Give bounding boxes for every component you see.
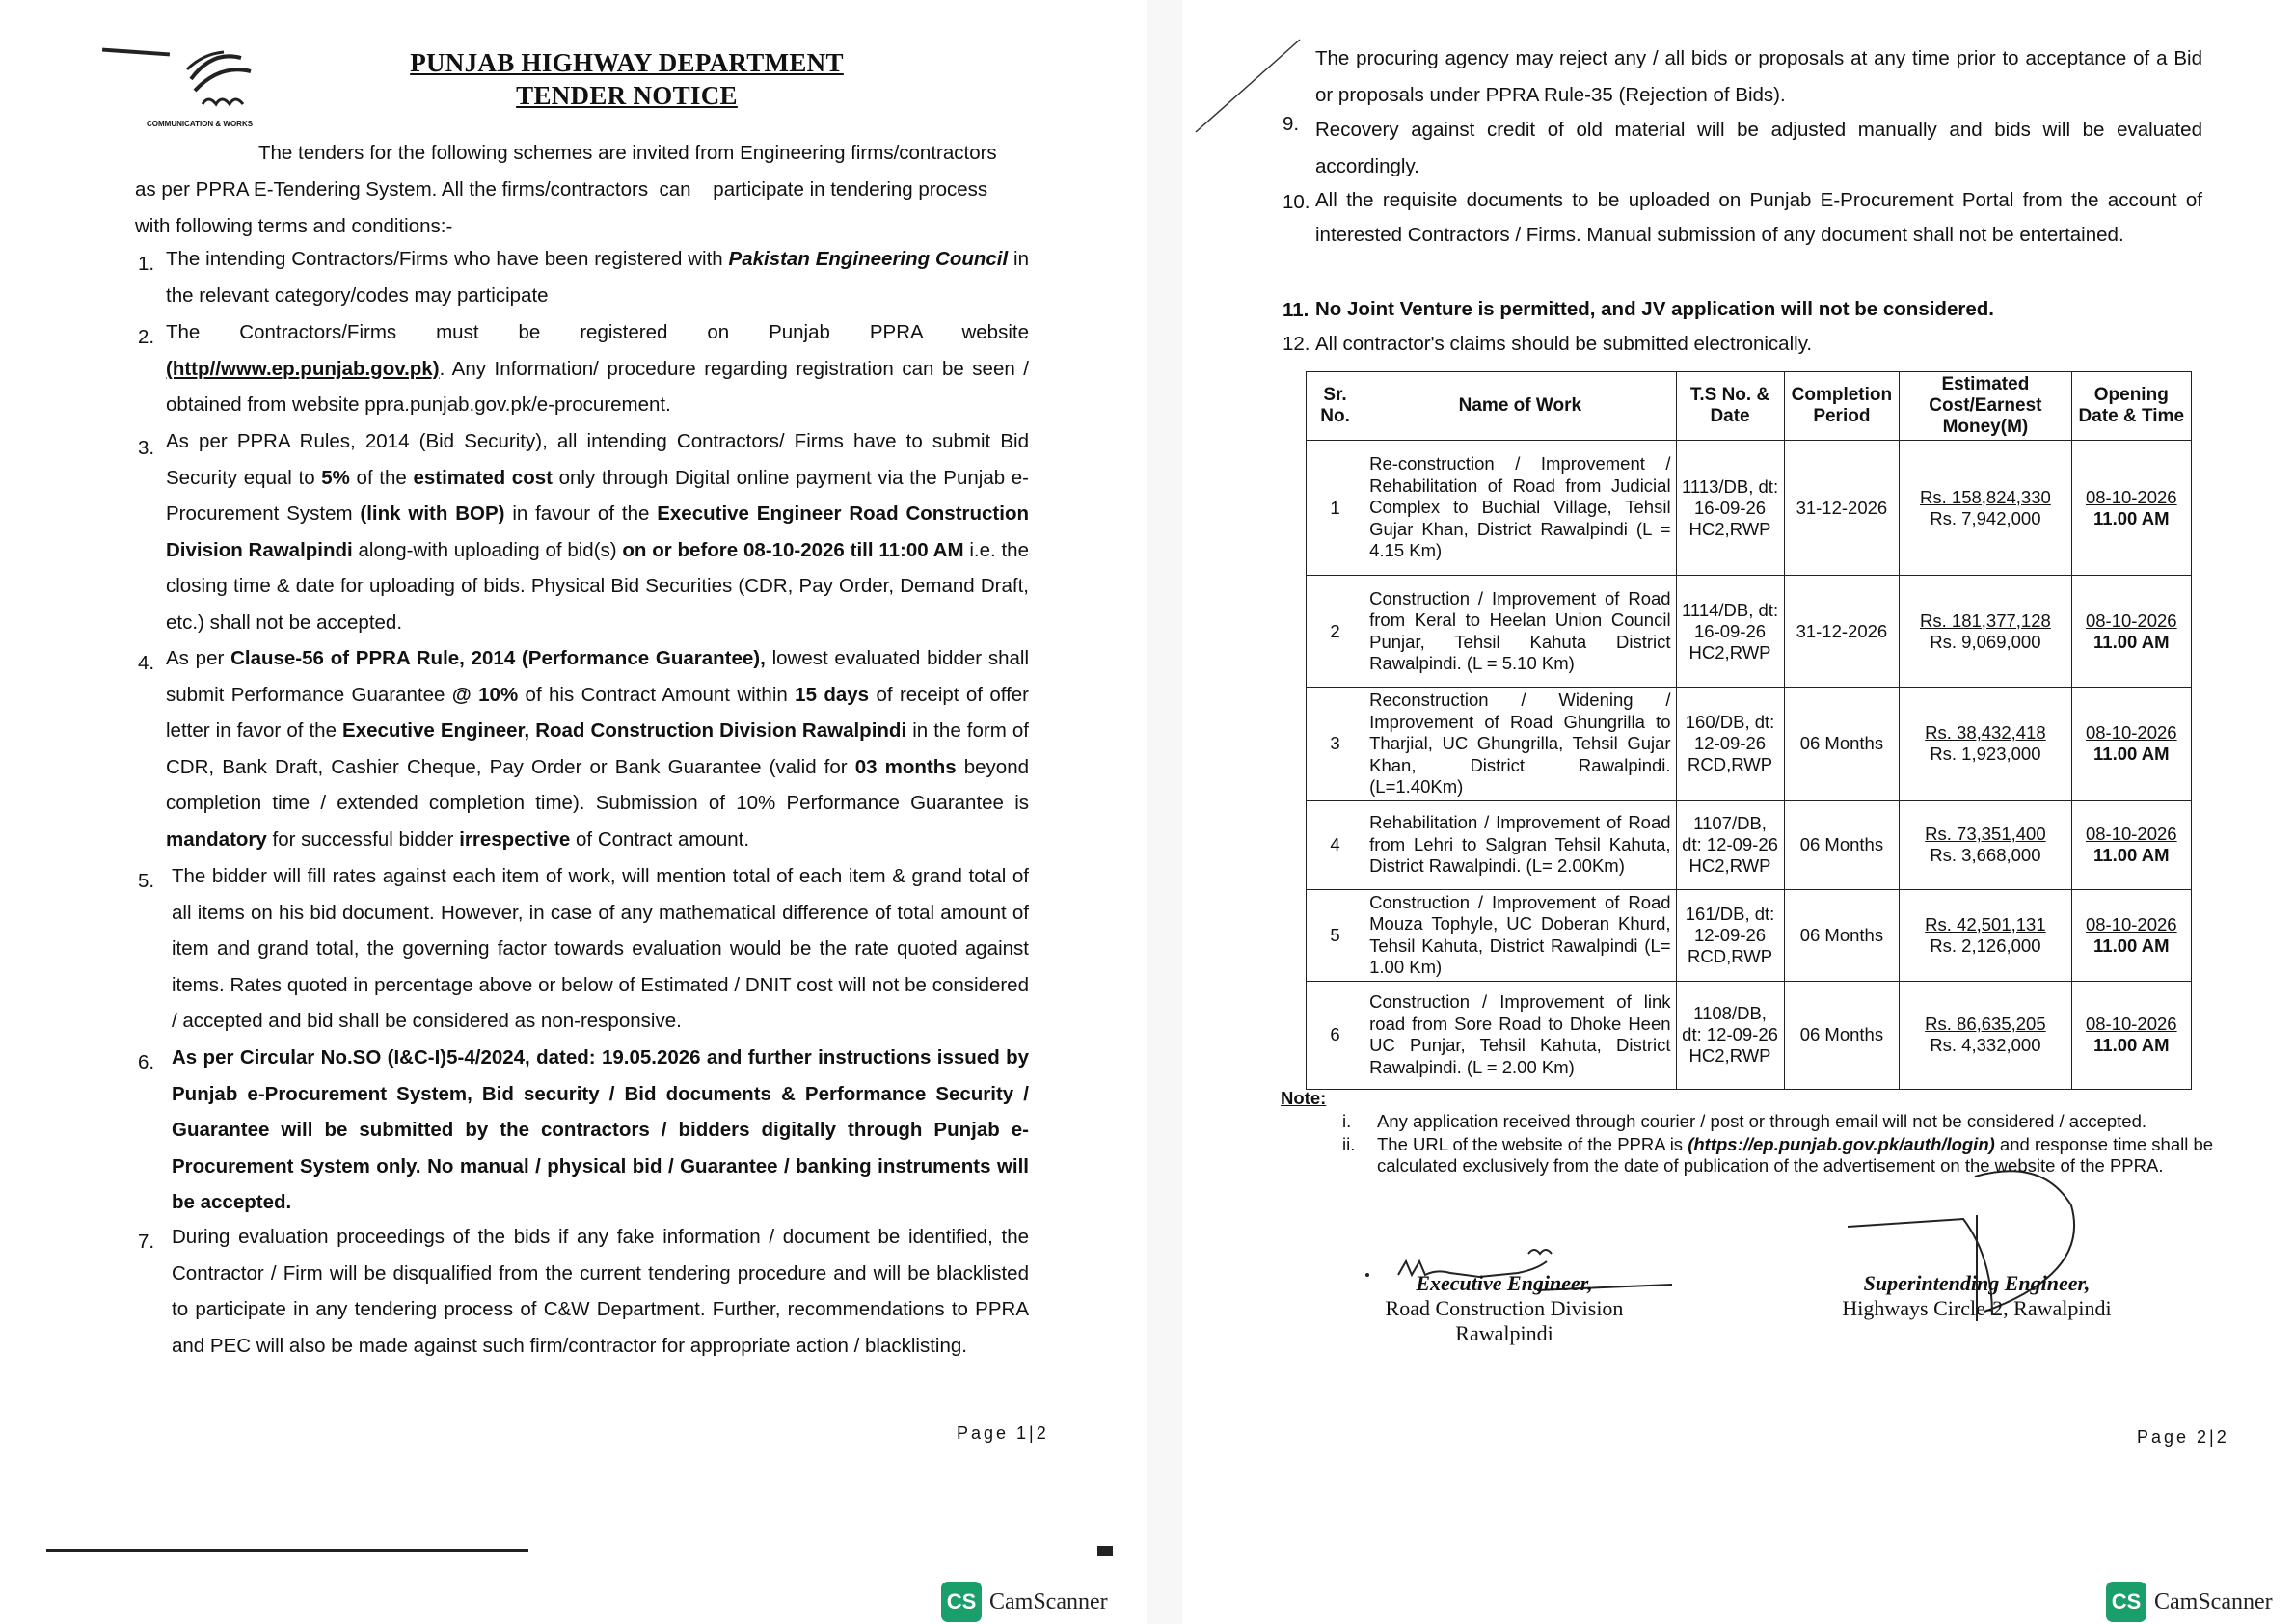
- cell-opening: [2071, 800, 2191, 889]
- estimated-cost: Rs. 181,377,128: [1920, 609, 2051, 631]
- signatory-right-line1: Highways Circle-2, Rawalpindi: [1842, 1296, 2112, 1320]
- cell-cost: [1900, 576, 2071, 688]
- scan-edge-line: [46, 1549, 528, 1552]
- cell-opening: [2071, 576, 2191, 688]
- note-label: Note:: [1281, 1088, 1327, 1108]
- opening-time: 11.00 AM: [2093, 1035, 2170, 1055]
- header-work: Name of Work: [1364, 372, 1676, 441]
- opening-date: 08-10-2026: [2085, 824, 2177, 844]
- term-item-11: No Joint Venture is permitted, and JV application will not be considered.: [1315, 298, 1994, 320]
- item-number: 4.: [138, 652, 155, 674]
- table-row: [1307, 981, 2192, 1089]
- item-number: 2.: [138, 326, 155, 348]
- term-item-6: As per Circular No.SO (I&C-I)5-4/2024, dated: 19.05.2026 and further instructions issued by Punjab e-Procurement System, Bid security / Bid documents & Performance Security / Guarantee will be submitted by the contractors / bidders digitally through Punjab e-Procurement System only. No manual / physical bid / Guarantee / banking instruments will be accepted.: [172, 1046, 1029, 1213]
- cw-logo: [145, 41, 280, 137]
- cell-sr: 4: [1307, 800, 1364, 889]
- cell-ts: 1108/DB, dt: 12-09-26 HC2,RWP: [1676, 981, 1784, 1089]
- item-number: 7.: [138, 1231, 155, 1253]
- cell-opening: [2071, 688, 2191, 801]
- item-number: 10.: [1282, 191, 1310, 213]
- note-item-1: Any application received through courier / post or through email will not be considered / accepted.: [1377, 1111, 2147, 1131]
- earnest-money: Rs. 1,923,000: [1930, 744, 2041, 765]
- cell-period: 31-12-2026: [1784, 441, 1900, 576]
- note-number: i.: [1342, 1111, 1352, 1131]
- cell-ts: 1114/DB, dt: 16-09-26 HC2,RWP: [1676, 576, 1784, 688]
- earnest-money: Rs. 7,942,000: [1930, 507, 2041, 528]
- opening-date: 08-10-2026: [2085, 609, 2177, 631]
- signatory-left-title: Executive Engineer,: [1416, 1271, 1593, 1295]
- cell-work: Re-construction / Improvement / Rehabilitation of Road from Judicial Complex to Buchial Village, Tehsil Gujar Khan, District Rawalpindi (L = 4.15 Km): [1364, 441, 1676, 576]
- term-item-5: The bidder will fill rates against each item of work, will mention total of each item & grand total of all items on his bid document. However, in case of any mathematical difference of total amount of item and grand total, the governing factor towards evaluation would be the rate quoted against items. Rates quoted in percentage above or below of Estimated / DNIT cost will not be considered / accepted and bid shall be considered as non-responsive.: [172, 865, 1029, 1032]
- header-sr: Sr. No.: [1307, 372, 1364, 441]
- header-ts: T.S No. & Date: [1676, 372, 1784, 441]
- opening-time: 11.00 AM: [2093, 631, 2170, 652]
- estimated-cost: Rs. 158,824,330: [1920, 486, 2051, 507]
- cell-work: Rehabilitation / Improvement of Road from Lehri to Salgran Tehsil Kahuta, District Rawalpindi. (L= 2.00Km): [1364, 800, 1676, 889]
- camscanner-icon: CS: [2106, 1582, 2146, 1622]
- opening-time: 11.00 AM: [2093, 845, 2170, 865]
- estimated-cost: Rs. 86,635,205: [1925, 1014, 2046, 1034]
- term-item-1: The intending Contractors/Firms who have been registered with Pakistan Engineering Council in the relevant category/codes may participate: [166, 248, 1029, 307]
- cell-period: 06 Months: [1784, 688, 1900, 801]
- term-item-7: During evaluation proceedings of the bids if any fake information / document be identified, the Contractor / Firm will be disqualified from the current tendering procedure and will be blacklisted to participate in any tendering process of C&W Department. Further, recommendations to PPRA and PEC will also be made against such firm/contractor for appropriate action / blacklisting.: [172, 1226, 1029, 1357]
- logo-caption: COMMUNICATION & WORKS: [147, 120, 254, 128]
- scan-mark: [1097, 1546, 1113, 1556]
- camscanner-watermark: [2106, 1582, 2273, 1622]
- cell-ts: 160/DB, dt: 12-09-26 RCD,RWP: [1676, 688, 1784, 801]
- opening-date: 08-10-2026: [2085, 1014, 2177, 1034]
- signatory-left: [1350, 1271, 1659, 1346]
- signatory-right-title: Superintending Engineer,: [1863, 1271, 2091, 1295]
- notice-department-title: PUNJAB HIGHWAY DEPARTMENT: [410, 48, 844, 77]
- estimated-cost: Rs. 73,351,400: [1925, 824, 2046, 844]
- opening-time: 11.00 AM: [2093, 507, 2170, 528]
- cell-cost: [1900, 441, 2071, 576]
- opening-date: 08-10-2026: [2085, 913, 2177, 934]
- cell-ts: 161/DB, dt: 12-09-26 RCD,RWP: [1676, 889, 1784, 981]
- earnest-money: Rs. 4,332,000: [1930, 1035, 2041, 1055]
- page-number: Page 1|2: [957, 1423, 1049, 1443]
- term-item-2: The Contractors/Firms must be registered on Punjab PPRA website (http//www.ep.punjab.gov.pk). Any Information/ procedure regarding registration can be seen / obtained from website ppra.punjab.gov.pk/e-procurement.: [166, 321, 1029, 416]
- item-number: 1.: [138, 253, 155, 275]
- cell-cost: [1900, 981, 2071, 1089]
- cell-work: Construction / Improvement of link road from Sore Road to Dhoke Heen UC Punjar, Tehsil Kahuta, District Rawalpindi. (L = 2.00 Km): [1364, 981, 1676, 1089]
- cell-sr: 6: [1307, 981, 1364, 1089]
- note-number: ii.: [1342, 1134, 1356, 1154]
- table-row: [1307, 889, 2192, 981]
- cell-period: 06 Months: [1784, 889, 1900, 981]
- signatory-left-line2: Rawalpindi: [1455, 1321, 1553, 1345]
- table-row: [1307, 576, 2192, 688]
- camscanner-watermark: [941, 1582, 1108, 1622]
- earnest-money: Rs. 2,126,000: [1930, 934, 2041, 956]
- term-item-9: Recovery against credit of old material will be adjusted manually and bids will be evaluated accordingly.: [1315, 119, 2202, 177]
- opening-date: 08-10-2026: [2085, 486, 2177, 507]
- ppra-login-link[interactable]: (https://ep.punjab.gov.pk/auth/login): [1688, 1134, 1995, 1154]
- signatory-right: [1813, 1271, 2141, 1321]
- cell-work: Reconstruction / Widening / Improvement of Road Ghungrilla to Tharjial, UC Ghungrilla, Tehsil Gujar Khan, District Rawalpindi. (L=1.40Km): [1364, 688, 1676, 801]
- cell-period: 31-12-2026: [1784, 576, 1900, 688]
- term-item-8: The procuring agency may reject any / all bids or proposals at any time prior to acceptance of a Bid or proposals under PPRA Rule-35 (Rejection of Bids).: [1315, 47, 2202, 106]
- intro-line-1: The tenders for the following schemes are invited from Engineering firms/contractors: [258, 142, 997, 164]
- table-row: [1307, 688, 2192, 801]
- header-period: Completion Period: [1784, 372, 1900, 441]
- opening-time: 11.00 AM: [2093, 934, 2170, 956]
- camscanner-label: CamScanner: [2154, 1588, 2273, 1614]
- cell-period: 06 Months: [1784, 800, 1900, 889]
- cell-cost: [1900, 688, 2071, 801]
- cell-cost: [1900, 889, 2071, 981]
- intro-line-2: as per PPRA E-Tendering System. All the firms/contractors can participate in tendering process: [135, 178, 988, 201]
- term-item-3: As per PPRA Rules, 2014 (Bid Security), all intending Contractors/ Firms have to submit Bid Security equal to 5% of the estimated cost only through Digital online payment via the Punjab e-Procurement System (link with BOP) in favour of the Executive Engineer Road Construction Division Rawalpindi along-with uploading of bid(s) on or before 08-10-2026 till 11:00 AM i.e. the closing time & date for uploading of bids. Physical Bid Securities (CDR, Pay Order, Demand Draft, etc.) shall not be accepted.: [166, 430, 1030, 634]
- page-number: Page 2|2: [2137, 1427, 2229, 1447]
- estimated-cost: Rs. 42,501,131: [1925, 913, 2046, 934]
- cell-sr: 1: [1307, 441, 1364, 576]
- term-item-12: All contractor's claims should be submitted electronically.: [1315, 333, 1813, 355]
- item-number: 5.: [138, 870, 155, 892]
- cell-work: Construction / Improvement of Road from Keral to Heelan Union Council Punjar, Tehsil Kahuta District Rawalpindi. (L = 5.10 Km): [1364, 576, 1676, 688]
- cell-cost: [1900, 800, 2071, 889]
- cell-opening: [2071, 441, 2191, 576]
- cell-period: 06 Months: [1784, 981, 1900, 1089]
- item-number: 3.: [138, 437, 155, 459]
- cell-sr: 2: [1307, 576, 1364, 688]
- works-table: [1306, 371, 2192, 1090]
- header-cost: Estimated Cost/Earnest Money(M): [1900, 372, 2071, 441]
- term-item-10: All the requisite documents to be uploaded on Punjab E-Procurement Portal from the account of interested Contractors / Firms. Manual submission of any document shall not be entertained.: [1315, 189, 2202, 246]
- cell-sr: 5: [1307, 889, 1364, 981]
- estimated-cost: Rs. 38,432,418: [1925, 722, 2046, 744]
- ppra-link[interactable]: (http//www.ep.punjab.gov.pk): [166, 357, 440, 380]
- table-row: [1307, 441, 2192, 576]
- opening-date: 08-10-2026: [2085, 722, 2177, 744]
- camscanner-label: CamScanner: [989, 1588, 1108, 1614]
- cell-work: Construction / Improvement of Road Mouza Tophyle, UC Doberan Khurd, Tehsil Kahuta, District Rawalpindi (L= 1.00 Km): [1364, 889, 1676, 981]
- earnest-money: Rs. 3,668,000: [1930, 845, 2041, 865]
- item-number: 12.: [1282, 333, 1310, 355]
- item-number: 6.: [138, 1051, 155, 1073]
- table-row: [1307, 800, 2192, 889]
- cell-sr: 3: [1307, 688, 1364, 801]
- table-header-row: [1307, 372, 2192, 441]
- item-number: 9.: [1282, 113, 1300, 135]
- cell-ts: 1113/DB, dt: 16-09-26 HC2,RWP: [1676, 441, 1784, 576]
- term-item-4: As per Clause-56 of PPRA Rule, 2014 (Performance Guarantee), lowest evaluated bidder shall submit Performance Guarantee @ 10% of his Contract Amount within 15 days of receipt of offer letter in favor of the Executive Engineer, Road Construction Division Rawalpindi in the form of CDR, Bank Draft, Cashier Cheque, Pay Order or Bank Guarantee (valid for 03 months beyond completion time / extended completion time). Submission of 10% Performance Guarantee is mandatory for successful bidder irrespective of Contract amount.: [166, 647, 1029, 851]
- cell-opening: [2071, 981, 2191, 1089]
- note-item-2: The URL of the website of the PPRA is (https://ep.punjab.gov.pk/auth/login) and response time shall be calculated exclusively from the date of publication of the advertisement on the website of the PPRA.: [1377, 1134, 2214, 1176]
- page-gutter: [1148, 0, 1182, 1624]
- camscanner-icon: CS: [941, 1582, 982, 1622]
- notice-title: TENDER NOTICE: [516, 81, 738, 110]
- cell-ts: 1107/DB, dt: 12-09-26 HC2,RWP: [1676, 800, 1784, 889]
- item-number: 11.: [1282, 299, 1310, 321]
- intro-line-3: with following terms and conditions:-: [135, 215, 453, 237]
- header-opening: Opening Date & Time: [2071, 372, 2191, 441]
- earnest-money: Rs. 9,069,000: [1930, 631, 2041, 652]
- signatory-left-line1: Road Construction Division: [1385, 1296, 1624, 1320]
- cell-opening: [2071, 889, 2191, 981]
- opening-time: 11.00 AM: [2093, 744, 2170, 765]
